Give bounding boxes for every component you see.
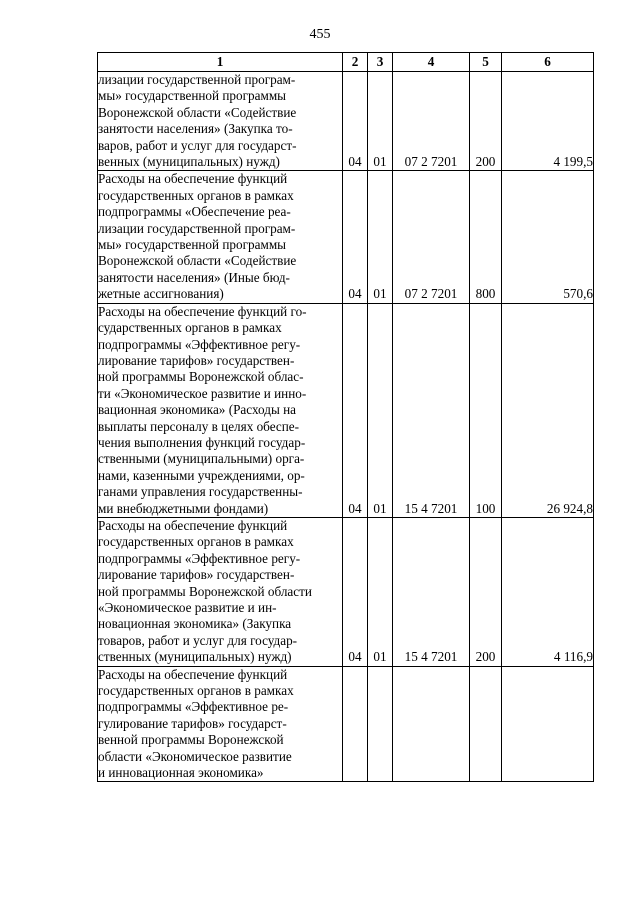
amount-value: 4 199,5 [502,72,594,171]
description-line: ми внебюджетными фондами) [98,500,269,516]
header-col-1: 1 [98,53,343,72]
subsection-code [368,666,393,782]
subsection-code: 01 [368,171,393,303]
description-line: вационная экономика» (Расходы на [98,402,297,418]
description-line: ти «Экономическое развитие и инно- [98,385,307,401]
table-row [98,303,594,517]
row-description [98,171,343,303]
description-line: венной программы Воронежской [98,732,284,748]
description-line: ственных (муниципальных) нужд) [98,649,292,665]
description-line: подпрограммы «Эффективное регу- [98,550,301,566]
description-line: ственными (муниципальными) орга- [98,451,305,467]
description-line: лизации государственной програм- [98,220,296,236]
expense-type-code [470,666,502,782]
description-line: подпрограммы «Эффективное ре- [98,699,289,715]
description-line: мы» государственной программы [98,237,287,253]
row-description [98,666,343,782]
section-code: 04 [343,171,368,303]
target-article-code: 07 2 7201 [393,72,470,171]
expense-type-code: 100 [470,303,502,517]
row-description [98,303,343,517]
target-article-code: 15 4 7201 [393,517,470,666]
description-line: государственных органов в рамках [98,534,294,550]
subsection-code: 01 [368,517,393,666]
description-line: товаров, работ и услуг для государ- [98,632,298,648]
description-line: мы» государственной программы [98,88,287,104]
target-article-code: 07 2 7201 [393,171,470,303]
description-line: Расходы на обеспечение функций [98,171,288,187]
description-line: ной программы Воронежской области [98,583,312,599]
description-line: сударственных органов в рамках [98,320,282,336]
budget-table [97,52,594,782]
description-line: лизации государственной програм- [98,72,296,87]
description-line: выплаты персоналу в целях обеспе- [98,418,300,434]
description-line: Расходы на обеспечение функций го- [98,303,307,319]
row-description [98,72,343,171]
description-line: государственных органов в рамках [98,683,294,699]
expense-type-code: 200 [470,517,502,666]
amount-value: 26 924,8 [502,303,594,517]
description-line: нами, казенными учреждениями, ор- [98,467,305,483]
table-row [98,72,594,171]
description-line: области «Экономическое развитие [98,748,292,764]
header-col-2: 2 [343,53,368,72]
header-col-3: 3 [368,53,393,72]
description-line: подпрограммы «Эффективное регу- [98,336,301,352]
header-col-4: 4 [393,53,470,72]
description-line: Воронежской области «Содействие [98,104,297,120]
description-line: подпрограммы «Обеспечение реа- [98,204,291,220]
section-code: 04 [343,303,368,517]
description-line: занятости населения» (Иные бюд- [98,269,290,285]
header-col-5: 5 [470,53,502,72]
expense-type-code: 200 [470,72,502,171]
description-line: венных (муниципальных) нужд) [98,154,280,170]
description-line: новационная экономика» (Закупка [98,616,292,632]
description-line: Воронежской области «Содействие [98,253,297,269]
description-line: «Экономическое развитие и ин- [98,600,277,615]
amount-value: 4 116,9 [502,517,594,666]
subsection-code: 01 [368,303,393,517]
section-code [343,666,368,782]
description-line: варов, работ и услуг для государст- [98,137,297,153]
description-line: ганами управления государственны- [98,484,303,500]
amount-value [502,666,594,782]
description-line: лирование тарифов» государствен- [98,352,295,368]
description-line: Расходы на обеспечение функций [98,666,288,682]
description-line: ной программы Воронежской облас- [98,369,304,385]
table-row [98,666,594,782]
target-article-code: 15 4 7201 [393,303,470,517]
table-row [98,517,594,666]
description-line: чения выполнения функций государ- [98,434,306,450]
description-line: и инновационная экономика» [98,765,264,781]
header-col-6: 6 [502,53,594,72]
expense-type-code: 800 [470,171,502,303]
section-code: 04 [343,72,368,171]
table-row [98,171,594,303]
target-article-code [393,666,470,782]
description-line: лирование тарифов» государствен- [98,567,295,583]
description-line: гулирование тарифов» государст- [98,715,287,731]
page-number: 455 [309,27,331,42]
section-code: 04 [343,517,368,666]
row-description [98,517,343,666]
description-line: жетные ассигнования) [98,286,224,302]
description-line: Расходы на обеспечение функций [98,517,288,533]
header-row [98,53,594,72]
description-line: занятости населения» (Закупка то- [98,121,293,137]
subsection-code: 01 [368,72,393,171]
amount-value: 570,6 [502,171,594,303]
description-line: государственных органов в рамках [98,187,294,203]
table-body [98,72,594,782]
